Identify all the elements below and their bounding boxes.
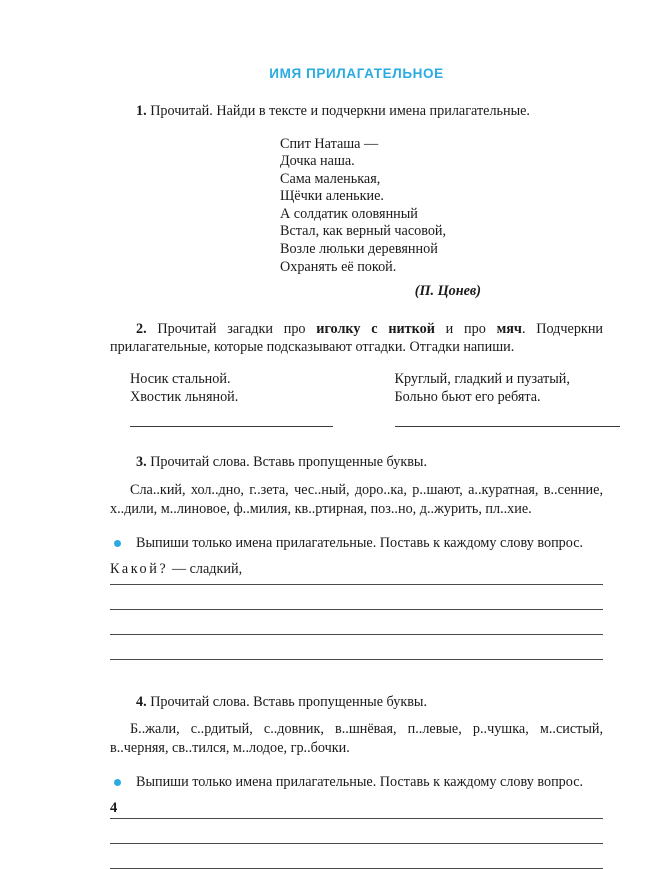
poem-line: Охранять её покой. — [280, 258, 397, 275]
poem-line: Щёчки аленькие. — [280, 188, 384, 205]
exercise-2-bold-needle: иголку с ниткой — [316, 321, 435, 338]
exercise-2-text-part3: . Подчеркни прилагательные, которые подсказывают отгадки. Отгадки напиши. — [110, 321, 604, 355]
riddle-line: Носик стальной. — [130, 371, 231, 388]
poem-author: (П. Цонев) — [414, 283, 481, 300]
exercise-3-number: 3. — [136, 454, 147, 471]
exercise-2-text-part1: Прочитай загадки про — [157, 321, 317, 338]
answer-example: — сладкий, — [168, 560, 243, 577]
exercise-4-number: 4. — [136, 693, 147, 710]
exercise-3-instruction-text: Прочитай слова. Вставь пропущенные буквы. — [150, 454, 428, 471]
question-word: Какой? — [110, 560, 169, 577]
exercise-2-bold-ball: мяч — [496, 321, 522, 338]
riddle-line: Хвостик льняной. — [130, 388, 239, 405]
page-title: ИМЯ ПРИЛАГАТЕЛЬНОЕ — [269, 66, 444, 81]
exercise-3-subtask-text: Выпиши только имена прилагательные. Поставь к каждому слову вопрос. — [136, 534, 584, 551]
bullet-icon — [114, 540, 121, 547]
riddle-answer-line[interactable] — [395, 426, 620, 427]
exercise-3-answer-prompt — [110, 561, 603, 578]
riddles-container — [110, 371, 603, 427]
poem-line: Возле люльки деревянной — [280, 241, 438, 258]
exercise-1-instruction — [110, 103, 603, 121]
exercise-4-word-list: Б..жали, с..рдитый, с..довник, в..шнёвая, п..левые, р..чушка, м..систый, в..черняя, св..тился, м..лодое, гр..бочки. — [110, 721, 603, 757]
poem-line: А солдатик оловянный — [280, 205, 418, 222]
riddle-ball — [357, 371, 604, 427]
riddle-needle — [110, 371, 357, 427]
poem-line: Дочка наша. — [280, 153, 355, 170]
page-content — [110, 0, 603, 869]
exercise-1-instruction-text: Прочитай. Найди в тексте и подчеркни имена прилагательные. — [150, 103, 530, 119]
poem-line: Спит Наташа — — [280, 135, 379, 152]
exercise-4-instruction — [110, 694, 603, 712]
exercise-2-number: 2. — [136, 321, 147, 338]
bullet-icon — [114, 779, 121, 786]
riddle-line: Больно бьют его ребята. — [394, 388, 541, 405]
poem-line: Встал, как верный часовой, — [280, 223, 447, 240]
exercise-3-subtask — [110, 534, 603, 552]
poem-line: Сама маленькая, — [280, 170, 381, 187]
riddle-line: Круглый, гладкий и пузатый, — [394, 371, 570, 388]
exercise-4-instruction-text: Прочитай слова. Вставь пропущенные буквы. — [150, 693, 428, 710]
exercise-1-number: 1. — [136, 103, 147, 119]
exercise-3-instruction — [110, 454, 603, 472]
exercise-4-subtask — [110, 773, 603, 791]
riddle-answer-line[interactable] — [130, 426, 333, 427]
exercise-2-instruction — [110, 321, 603, 356]
exercise-1-poem — [110, 136, 603, 277]
exercise-2-text-part2: и про — [434, 321, 497, 338]
page-number: 4 — [110, 800, 118, 816]
exercise-3-word-list: Сла..кий, хол..дно, г..зета, чес..ный, доро..ка, р..шают, а..куратная, в..сенние, х..дили, м..линовое, ф..милия, кв..ртирная, поз..но, д..журить, пл..хие. — [110, 481, 603, 517]
exercise-4-subtask-text: Выпиши только имена прилагательные. Поставь к каждому слову вопрос. — [136, 774, 584, 791]
